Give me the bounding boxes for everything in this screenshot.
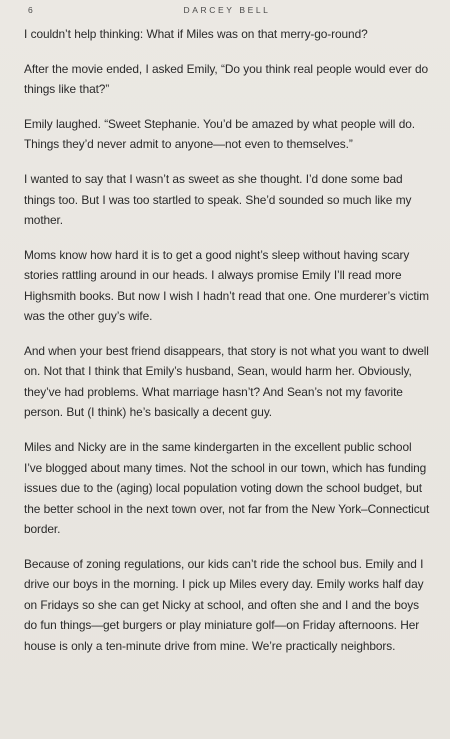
running-head-author: DARCEY BELL: [183, 5, 271, 15]
paragraph: I couldn’t help thinking: What if Miles was on that merry-go-round?: [24, 27, 368, 41]
paragraph: Moms know how hard it is to get a good night’s sleep without having scary stories rattling around in our heads. I always promise Emily I’ll read more Highsmith books. But now I wish I hadn’t read that one. One murderer’s victim was the other guy’s wife.: [24, 247, 429, 324]
body-text: [24, 24, 430, 656]
running-head: [24, 0, 430, 24]
paragraph: Emily laughed. “Sweet Stephanie. You’d be amazed by what people will do. Things they’d never admit to anyone—not even to themselves.”: [24, 116, 415, 152]
paragraph: I wanted to say that I wasn’t as sweet as she thought. I’d done some bad things too. But I was too startled to speak. She’d sounded so much like my mother.: [24, 172, 412, 228]
paragraph: Because of zoning regulations, our kids can’t ride the school bus. Emily and I drive our boys in the morning. I pick up Miles every day. Emily works half day on Fridays so she can get Nicky at school, and often she and I and the boys do fun things—get burgers or play miniature golf—on Friday afternoons. Her house is only a ten-minute drive from mine. We’re practically neighbors.: [24, 556, 424, 653]
paragraph: After the movie ended, I asked Emily, “Do you think real people would ever do things like that?”: [24, 61, 429, 97]
paragraph: Miles and Nicky are in the same kindergarten in the excellent public school I’ve blogged about many times. Not the school in our town, which has funding issues due to the (aging) local population voting down the school budget, but the better school in the next town over, not far from the New York–Connecticut border.: [24, 440, 430, 537]
paragraph: And when your best friend disappears, that story is not what you want to dwell on. Not that I think that Emily’s husband, Sean, would harm her. Obviously, they’ve had problems. What marriage hasn’t? And Sean’s not my favorite person. But (I think) he’s basically a decent guy.: [24, 343, 429, 420]
page-number: 6: [28, 5, 33, 15]
